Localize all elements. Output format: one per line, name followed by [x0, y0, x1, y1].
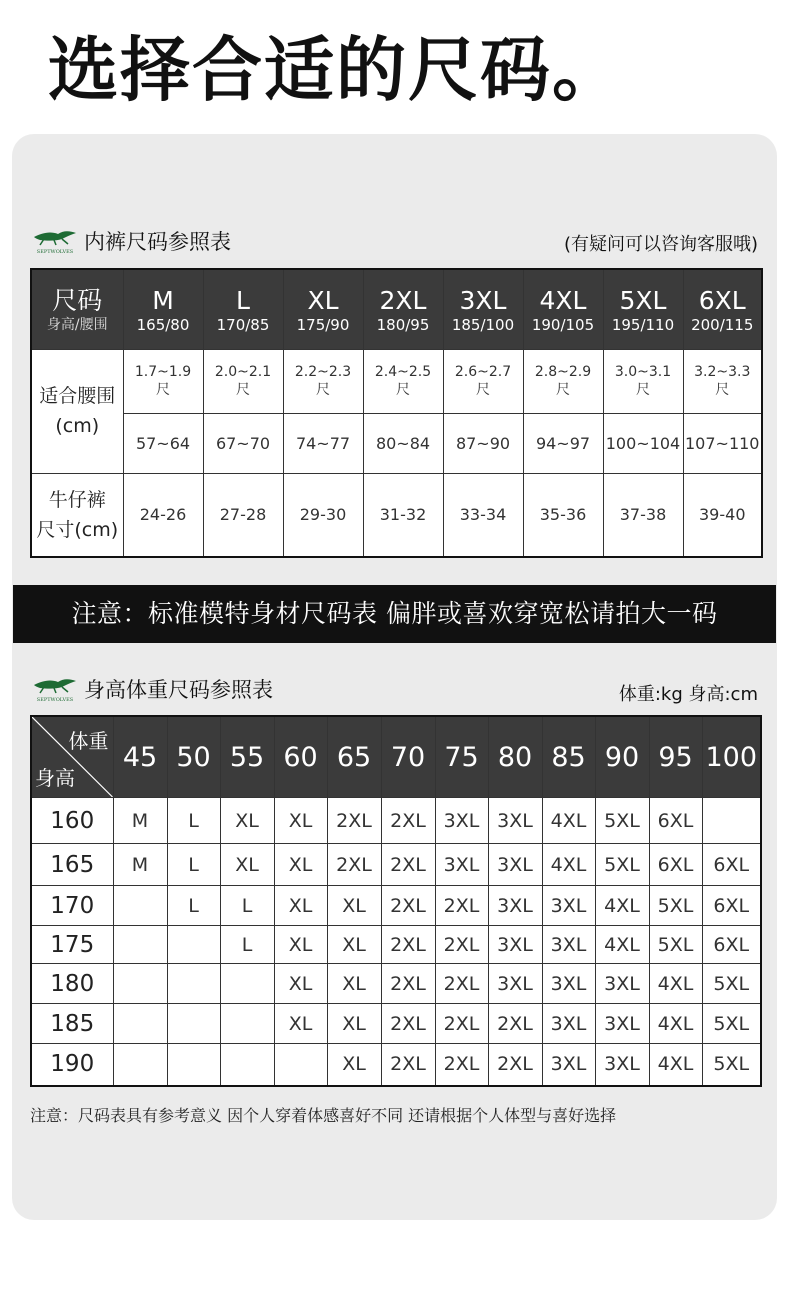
size-name: XL: [307, 286, 339, 316]
size-recommendation-cell: [113, 926, 167, 964]
size-recommendation-cell: 6XL: [702, 844, 761, 886]
size-name: 2XL: [379, 286, 427, 316]
size-recommendation-cell: 3XL: [488, 964, 542, 1004]
size-recommendation-cell: XL: [327, 1004, 381, 1044]
height-cell: 190: [31, 1044, 113, 1086]
height-cell: 160: [31, 798, 113, 844]
size-recommendation-cell: 4XL: [649, 964, 702, 1004]
size-recommendation-cell: XL: [327, 926, 381, 964]
size-hw: 190/105: [531, 316, 595, 335]
size-recommendation-cell: 4XL: [542, 844, 595, 886]
size-recommendation-cell: XL: [327, 1044, 381, 1086]
size-recommendation-cell: 4XL: [649, 1044, 702, 1086]
size-recommendation-cell: L: [220, 926, 274, 964]
size-recommendation-cell: 3XL: [542, 886, 595, 926]
size-hw: 165/80: [136, 316, 190, 335]
weight-col-header: 95: [649, 716, 702, 798]
size-recommendation-cell: M: [113, 844, 167, 886]
waist-feet-value: 2.4~2.5 尺: [374, 364, 432, 398]
weight-col-header: 60: [274, 716, 327, 798]
size-name: M: [152, 286, 174, 316]
size-recommendation-cell: 6XL: [702, 926, 761, 964]
height-cell: 170: [31, 886, 113, 926]
size-recommendation-cell: 3XL: [488, 844, 542, 886]
size-recommendation-cell: 4XL: [595, 886, 649, 926]
size-recommendation-cell: 4XL: [542, 798, 595, 844]
size-recommendation-cell: 2XL: [381, 964, 435, 1004]
size-hw: 175/90: [296, 316, 350, 335]
size-col-header: [363, 269, 443, 349]
size-recommendation-cell: L: [167, 886, 220, 926]
waist-feet-cell: [123, 349, 203, 413]
waist-cm-cell: 94~97: [523, 413, 603, 473]
size-recommendation-cell: XL: [327, 964, 381, 1004]
size-name: 4XL: [539, 286, 587, 316]
size-recommendation-cell: 4XL: [595, 926, 649, 964]
size-recommendation-cell: XL: [220, 798, 274, 844]
waist-feet-cell: [283, 349, 363, 413]
size-hw: 195/110: [611, 316, 675, 335]
jeans-cell: 39-40: [683, 473, 762, 557]
waist-feet-value: 3.0~3.1 尺: [614, 364, 672, 398]
height-row: [31, 964, 761, 1004]
waist-label: [31, 349, 123, 473]
size-recommendation-cell: 3XL: [595, 964, 649, 1004]
size-recommendation-cell: 3XL: [435, 844, 488, 886]
weight-col-header: 55: [220, 716, 274, 798]
size-recommendation-cell: XL: [274, 964, 327, 1004]
size-recommendation-cell: 5XL: [702, 1044, 761, 1086]
size-recommendation-cell: L: [167, 798, 220, 844]
jeans-cell: 35-36: [523, 473, 603, 557]
underwear-size-table: [30, 268, 763, 558]
waist-feet-value: 2.6~2.7 尺: [454, 364, 512, 398]
size-recommendation-cell: M: [113, 798, 167, 844]
size-recommendation-cell: [113, 964, 167, 1004]
weight-col-header: 85: [542, 716, 595, 798]
height-cell: 165: [31, 844, 113, 886]
size-recommendation-cell: 5XL: [649, 886, 702, 926]
section2-header: [32, 674, 273, 704]
height-row: [31, 886, 761, 926]
size-recommendation-cell: [702, 798, 761, 844]
weight-col-header: 80: [488, 716, 542, 798]
size-recommendation-cell: [167, 1004, 220, 1044]
size-name: 6XL: [698, 286, 746, 316]
size-recommendation-cell: 5XL: [702, 1004, 761, 1044]
size-hw: 180/95: [376, 316, 430, 335]
size-col-header: [523, 269, 603, 349]
jeans-cell: 29-30: [283, 473, 363, 557]
septwolves-logo-icon: [32, 227, 78, 255]
waist-feet-value: 2.0~2.1 尺: [214, 364, 272, 398]
weight-col-header: 70: [381, 716, 435, 798]
size-recommendation-cell: [167, 926, 220, 964]
height-weight-table: [30, 715, 762, 1087]
height-cell: 185: [31, 1004, 113, 1044]
height-row: [31, 926, 761, 964]
waist-feet-value: 2.2~2.3 尺: [294, 364, 352, 398]
size-recommendation-cell: [220, 1044, 274, 1086]
weight-col-header: 45: [113, 716, 167, 798]
waist-cm-row: [31, 413, 762, 473]
size-recommendation-cell: 3XL: [542, 1004, 595, 1044]
jeans-row: [31, 473, 762, 557]
size-recommendation-cell: [274, 1044, 327, 1086]
size-hw: 200/115: [691, 316, 754, 335]
size-name: 5XL: [619, 286, 667, 316]
size-recommendation-cell: 2XL: [435, 964, 488, 1004]
size-recommendation-cell: 3XL: [435, 798, 488, 844]
size-recommendation-cell: [220, 964, 274, 1004]
size-recommendation-cell: 6XL: [649, 798, 702, 844]
height-row: [31, 798, 761, 844]
height-cell: 180: [31, 964, 113, 1004]
section1-title: 内裤尺码参照表: [84, 230, 231, 254]
weight-col-header: 50: [167, 716, 220, 798]
size-recommendation-cell: 2XL: [327, 798, 381, 844]
units-note: 体重:kg 身高:cm: [618, 684, 758, 705]
weight-col-header: 65: [327, 716, 381, 798]
height-row: [31, 844, 761, 886]
waist-feet-cell: [603, 349, 683, 413]
size-recommendation-cell: 2XL: [435, 1004, 488, 1044]
size-recommendation-cell: 3XL: [542, 926, 595, 964]
waist-cm-cell: 74~77: [283, 413, 363, 473]
waist-feet-cell: [203, 349, 283, 413]
size-recommendation-cell: 2XL: [381, 886, 435, 926]
size-hw: 170/85: [216, 316, 270, 335]
waist-feet-cell: [523, 349, 603, 413]
size-recommendation-cell: 2XL: [435, 1044, 488, 1086]
size-col-header: [603, 269, 683, 349]
waist-feet-row: [31, 349, 762, 413]
height-cell: 175: [31, 926, 113, 964]
svg-text:SEPTWOLVES: SEPTWOLVES: [36, 697, 74, 703]
waist-feet-cell: [363, 349, 443, 413]
weight-height-corner-cell: [31, 716, 113, 798]
fit-warning-banner: 注意：标准模特身材尺码表 偏胖或喜欢穿宽松请拍大一码: [13, 585, 776, 643]
size-recommendation-cell: XL: [274, 844, 327, 886]
size-col-header: [123, 269, 203, 349]
size-recommendation-cell: [167, 1044, 220, 1086]
size-recommendation-cell: 5XL: [595, 844, 649, 886]
size-recommendation-cell: 2XL: [327, 844, 381, 886]
size-recommendation-cell: [167, 964, 220, 1004]
waist-cm-cell: 107~110: [683, 413, 762, 473]
size-recommendation-cell: L: [220, 886, 274, 926]
size-recommendation-cell: 2XL: [381, 1004, 435, 1044]
svg-text:SEPTWOLVES: SEPTWOLVES: [36, 249, 74, 255]
size-hw: 185/100: [451, 316, 515, 335]
waist-cm-cell: 100~104: [603, 413, 683, 473]
size-col-header: [683, 269, 762, 349]
size-recommendation-cell: 3XL: [488, 926, 542, 964]
height-axis-label: 身高: [35, 766, 75, 790]
waist-feet-cell: [443, 349, 523, 413]
section1-header: [32, 226, 231, 256]
section2-title: 身高体重尺码参照表: [84, 678, 273, 702]
size-recommendation-cell: 3XL: [595, 1004, 649, 1044]
size-recommendation-cell: 6XL: [702, 886, 761, 926]
height-row: [31, 1004, 761, 1044]
jeans-cell: 31-32: [363, 473, 443, 557]
jeans-cell: 37-38: [603, 473, 683, 557]
size-recommendation-cell: 3XL: [595, 1044, 649, 1086]
size-recommendation-cell: 3XL: [488, 798, 542, 844]
size-col-header: [443, 269, 523, 349]
size-recommendation-cell: 3XL: [488, 886, 542, 926]
height-row: [31, 1044, 761, 1086]
size-header-row: [31, 269, 762, 349]
size-recommendation-cell: XL: [274, 1004, 327, 1044]
size-corner-cell: [31, 269, 123, 349]
waist-cm-cell: 67~70: [203, 413, 283, 473]
size-recommendation-cell: 2XL: [488, 1004, 542, 1044]
waist-cm-cell: 80~84: [363, 413, 443, 473]
footer-note: 注意：尺码表具有参考意义 因个人穿着体感喜好不同 还请根据个人体型与喜好选择: [30, 1106, 617, 1125]
size-recommendation-cell: 6XL: [649, 844, 702, 886]
waist-feet-value: 3.2~3.3 尺: [694, 364, 751, 398]
page-title: 选择合适的尺码。: [48, 29, 624, 111]
weight-header-row: [31, 716, 761, 798]
size-recommendation-cell: 3XL: [542, 964, 595, 1004]
size-recommendation-cell: XL: [274, 926, 327, 964]
size-recommendation-cell: XL: [274, 798, 327, 844]
size-recommendation-cell: [113, 1004, 167, 1044]
waist-cm-cell: 57~64: [123, 413, 203, 473]
waist-feet-value: 2.8~2.9 尺: [534, 364, 592, 398]
size-recommendation-cell: 2XL: [435, 886, 488, 926]
septwolves-logo-icon: [32, 675, 78, 703]
size-recommendation-cell: 2XL: [488, 1044, 542, 1086]
height-waist-label: 身高/腰围: [46, 317, 108, 334]
size-recommendation-cell: [113, 886, 167, 926]
weight-col-header: 90: [595, 716, 649, 798]
weight-axis-label: 体重: [68, 729, 109, 753]
weight-col-header: 100: [702, 716, 761, 798]
waist-cm-cell: 87~90: [443, 413, 523, 473]
waist-feet-value: 1.7~1.9 尺: [134, 364, 192, 398]
size-recommendation-cell: [220, 1004, 274, 1044]
size-recommendation-cell: XL: [327, 886, 381, 926]
size-recommendation-cell: 2XL: [381, 798, 435, 844]
jeans-cell: 33-34: [443, 473, 523, 557]
jeans-label-text: 牛仔裤 尺寸(cm): [36, 488, 119, 541]
size-name: L: [236, 286, 250, 316]
size-recommendation-cell: 4XL: [649, 1004, 702, 1044]
size-recommendation-cell: 2XL: [381, 844, 435, 886]
size-recommendation-cell: 2XL: [381, 926, 435, 964]
size-label: 尺码: [52, 286, 103, 316]
size-recommendation-cell: 2XL: [435, 926, 488, 964]
size-recommendation-cell: 2XL: [381, 1044, 435, 1086]
size-recommendation-cell: 5XL: [649, 926, 702, 964]
jeans-label: [31, 473, 123, 557]
jeans-cell: 24-26: [123, 473, 203, 557]
waist-label-text: 适合腰围 (cm): [39, 385, 116, 437]
size-recommendation-cell: 5XL: [702, 964, 761, 1004]
size-recommendation-cell: L: [167, 844, 220, 886]
customer-service-note: (有疑问可以咨询客服哦): [563, 234, 758, 255]
size-name: 3XL: [459, 286, 507, 316]
size-recommendation-cell: XL: [220, 844, 274, 886]
weight-col-header: 75: [435, 716, 488, 798]
size-recommendation-cell: 5XL: [595, 798, 649, 844]
size-col-header: [203, 269, 283, 349]
size-col-header: [283, 269, 363, 349]
waist-feet-cell: [683, 349, 762, 413]
size-recommendation-cell: [113, 1044, 167, 1086]
size-recommendation-cell: XL: [274, 886, 327, 926]
size-recommendation-cell: 3XL: [542, 1044, 595, 1086]
jeans-cell: 27-28: [203, 473, 283, 557]
